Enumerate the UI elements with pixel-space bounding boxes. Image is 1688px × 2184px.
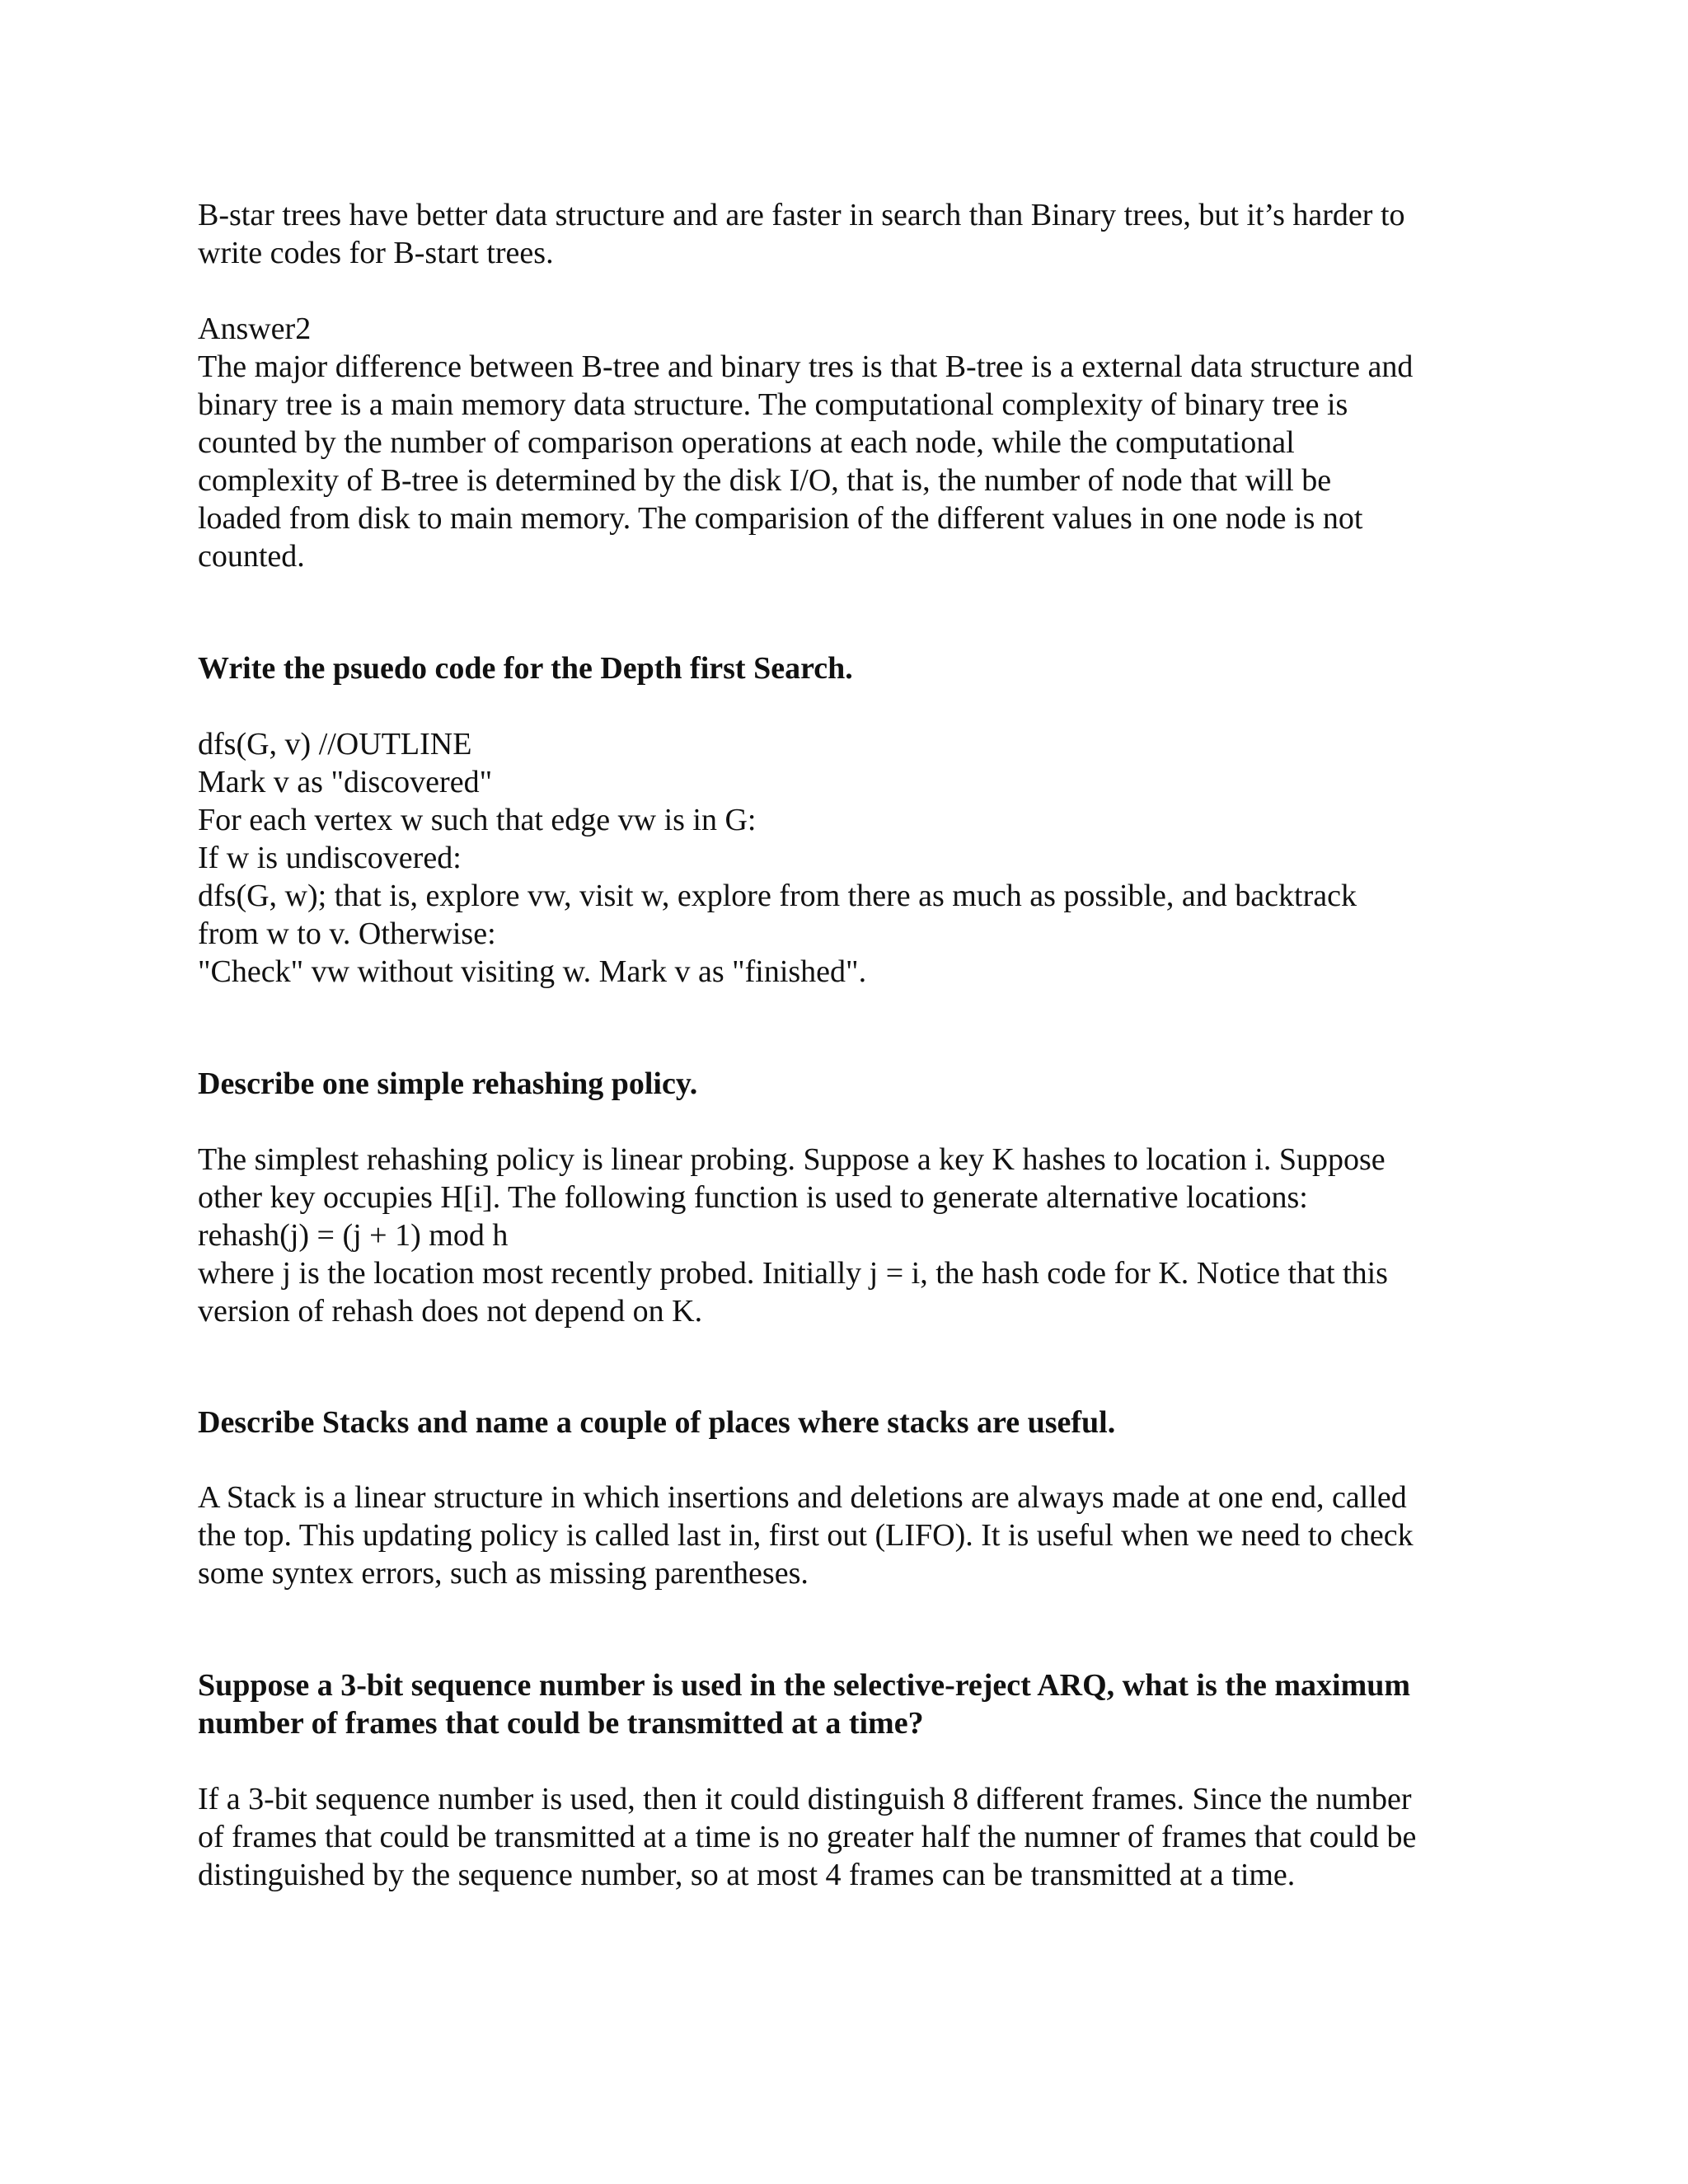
arq-line: If a 3-bit sequence number is used, then it could distinguish 8 different frames. Since the number — [198, 1782, 1412, 1816]
dfs-line: dfs(G, v) //OUTLINE — [198, 727, 472, 762]
arq-line: distinguished by the sequence number, so at most 4 frames can be transmitted at a time. — [198, 1858, 1296, 1892]
dfs-line: "Check" vw without visiting w. Mark v as "finished". — [198, 954, 867, 989]
answer2-line: complexity of B-tree is determined by the disk I/O, that is, the number of node that will be — [198, 463, 1332, 498]
intro-line: B-star trees have better data structure and are faster in search than Binary trees, but it’s harder to — [198, 198, 1405, 232]
answer2-line: binary tree is a main memory data structure. The computational complexity of binary tree is — [198, 387, 1348, 422]
arq-line: of frames that could be transmitted at a time is no greater half the numner of frames that could be — [198, 1820, 1417, 1854]
rehash-line: The simplest rehashing policy is linear probing. Suppose a key K hashes to location i. Suppose — [198, 1142, 1386, 1177]
dfs-question — [198, 649, 1500, 687]
rehash-question-text: Describe one simple rehashing policy. — [198, 1066, 698, 1101]
answer2-line: counted. — [198, 539, 305, 574]
stacks-question — [198, 1404, 1500, 1441]
stacks-question-text: Describe Stacks and name a couple of places where stacks are useful. — [198, 1405, 1116, 1440]
arq-question-line: Suppose a 3-bit sequence number is used in the selective-reject ARQ, what is the maximum — [198, 1668, 1411, 1703]
rehash-line: version of rehash does not depend on K. — [198, 1294, 703, 1329]
stacks-line: some syntex errors, such as missing parentheses. — [198, 1556, 809, 1591]
answer2-section — [198, 310, 1500, 575]
dfs-line: If w is undiscovered: — [198, 841, 462, 875]
dfs-line: For each vertex w such that edge vw is in G: — [198, 803, 757, 837]
dfs-line: Mark v as "discovered" — [198, 765, 493, 799]
dfs-answer — [198, 725, 1500, 991]
answer2-line: loaded from disk to main memory. The comparision of the different values in one node is not — [198, 501, 1363, 536]
intro-paragraph — [198, 196, 1500, 272]
rehash-question — [198, 1065, 1500, 1103]
answer2-heading: Answer2 — [198, 312, 312, 346]
answer2-line: The major difference between B-tree and binary tres is that B-tree is a external data structure and — [198, 349, 1414, 384]
dfs-line: dfs(G, w); that is, explore vw, visit w, explore from there as much as possible, and backtrack — [198, 879, 1357, 913]
stacks-answer — [198, 1479, 1500, 1592]
rehash-answer — [198, 1141, 1500, 1330]
arq-question — [198, 1666, 1500, 1742]
dfs-question-text: Write the psuedo code for the Depth first Search. — [198, 651, 853, 686]
answer2-line: counted by the number of comparison operations at each node, while the computational — [198, 425, 1295, 460]
intro-line: write codes for B-start trees. — [198, 236, 554, 270]
arq-answer — [198, 1780, 1500, 1894]
rehash-line: rehash(j) = (j + 1) mod h — [198, 1218, 509, 1253]
stacks-line: the top. This updating policy is called last in, first out (LIFO). It is useful when we need to check — [198, 1518, 1414, 1553]
rehash-line: other key occupies H[i]. The following function is used to generate alternative locations: — [198, 1180, 1308, 1215]
arq-question-line: number of frames that could be transmitted at a time? — [198, 1706, 924, 1741]
dfs-line: from w to v. Otherwise: — [198, 916, 496, 951]
rehash-line: where j is the location most recently probed. Initially j = i, the hash code for K. Notice that this — [198, 1256, 1388, 1291]
stacks-line: A Stack is a linear structure in which insertions and deletions are always made at one end, called — [198, 1480, 1407, 1515]
